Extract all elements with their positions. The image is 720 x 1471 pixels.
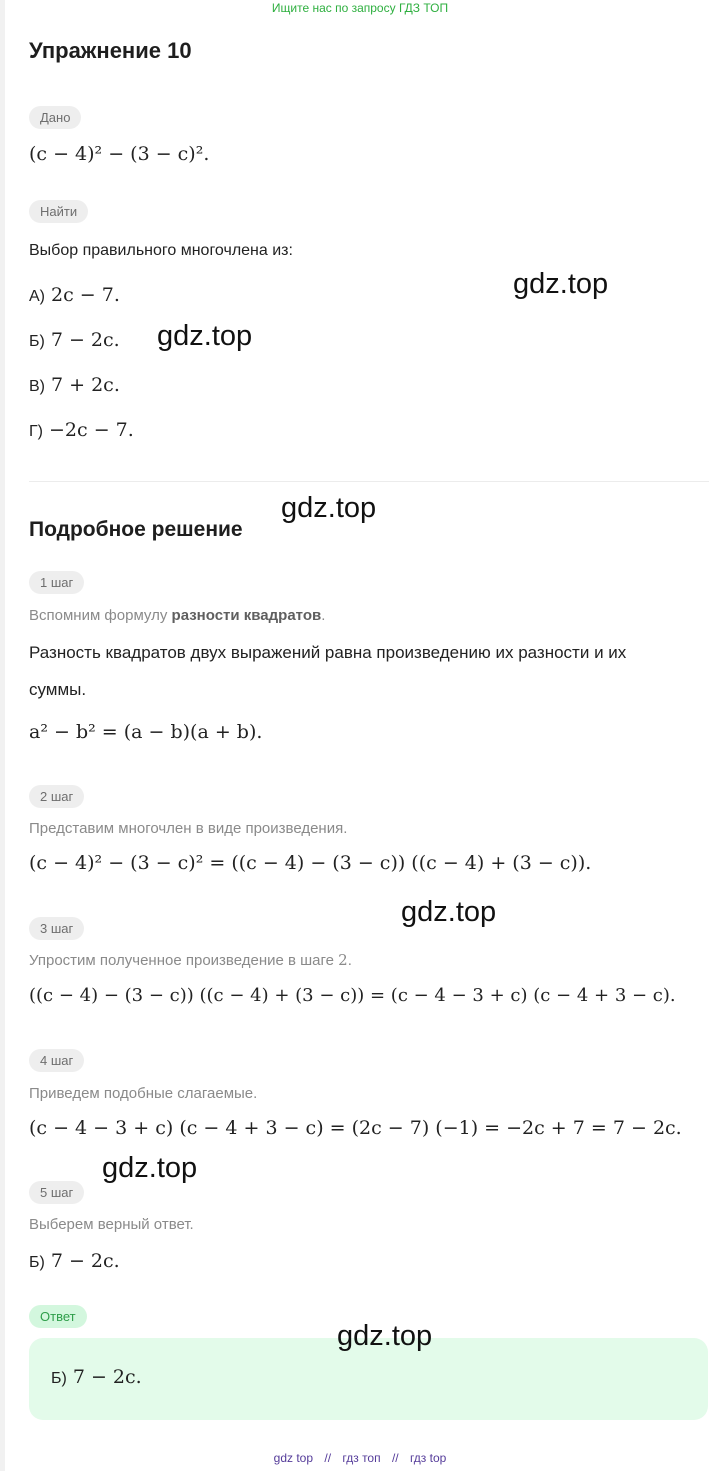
find-tag: Найти: [29, 200, 88, 223]
watermark: gdz.top: [281, 492, 377, 524]
option-c-label: В): [29, 378, 45, 395]
step-4-formula: (c − 4 − 3 + c) (c − 4 + 3 − c) = (2c − 7) (−1) = −2c + 7 = 7 − 2c.: [29, 1117, 682, 1139]
option-b-label: Б): [29, 333, 45, 350]
option-c-expr: 7 + 2c.: [51, 374, 120, 396]
given-expression: [29, 143, 209, 165]
watermark: gdz.top: [513, 268, 609, 300]
footer-separator: //: [391, 1451, 399, 1465]
option-b: [29, 329, 120, 351]
step-3-note-suffix: .: [347, 952, 352, 969]
step-3-formula: ((c − 4) − (3 − c)) ((c − 4) + (3 − c)) = (c − 4 − 3 + c) (c − 4 + 3 − c).: [29, 985, 676, 1006]
section-divider: [29, 481, 709, 482]
step-3-note-prefix: Упростим полученное произведение в шаге: [29, 952, 339, 969]
footer-link-gdz-top-mixed[interactable]: гдз top: [409, 1451, 447, 1465]
step-1-note-bold: разности квадратов: [171, 607, 322, 624]
answer-tag: Ответ: [29, 1305, 87, 1328]
footer-links: [0, 1451, 720, 1465]
option-a: [29, 284, 120, 306]
step-2-note: Представим многочлен в виде произведения.: [29, 820, 348, 837]
top-banner: Ищите нас по запросу ГДЗ ТОП: [271, 1, 449, 15]
step-5-note: Выберем верный ответ.: [29, 1216, 194, 1233]
option-d-label: Г): [29, 423, 43, 440]
solution-title: Подробное решение: [29, 518, 243, 541]
step-5-answer: [29, 1250, 120, 1272]
step-1-note: [29, 607, 325, 624]
step-2-formula: (c − 4)² − (3 − c)² = ((c − 4) − (3 − c)) ((c − 4) + (3 − c)).: [29, 852, 592, 874]
answer-label: Б): [51, 1370, 67, 1387]
watermark: gdz.top: [102, 1152, 198, 1184]
step-1-text-line1: Разность квадратов двух выражений равна произведению их разности и их: [29, 643, 627, 662]
given-tag: Дано: [29, 106, 81, 129]
page-title: Упражнение 10: [29, 38, 192, 63]
step-1-note-prefix: Вспомним формулу: [29, 607, 172, 624]
answer-expr: 7 − 2c.: [72, 1366, 142, 1388]
given-expression-text: (c − 4)² − (3 − c)².: [29, 143, 210, 165]
step-3-tag: 3 шаг: [29, 917, 84, 940]
step-3-note-number: 2: [338, 951, 348, 969]
step-3-note: [29, 951, 352, 969]
watermark: gdz.top: [157, 320, 253, 352]
left-edge-bar: [0, 0, 5, 1471]
step-2-tag: 2 шаг: [29, 785, 84, 808]
step-4-note: Приведем подобные слагаемые.: [29, 1085, 258, 1102]
footer-separator: //: [324, 1451, 332, 1465]
option-a-expr: 2c − 7.: [51, 284, 120, 306]
option-c: [29, 374, 120, 396]
step-4-tag: 4 шаг: [29, 1049, 84, 1072]
step-1-text-line2: суммы.: [29, 680, 87, 699]
footer-link-gdz-top[interactable]: gdz top: [273, 1451, 314, 1465]
watermark: gdz.top: [401, 896, 497, 928]
step-1-tag: 1 шаг: [29, 571, 84, 594]
step-5-tag: 5 шаг: [29, 1181, 84, 1204]
option-d: [29, 419, 134, 441]
option-d-expr: −2c − 7.: [49, 419, 134, 441]
watermark: gdz.top: [337, 1320, 433, 1352]
footer-link-gdz-top-ru[interactable]: гдз топ: [342, 1451, 381, 1465]
find-prompt: Выбор правильного многочлена из:: [29, 242, 293, 259]
step-5-answer-expr: 7 − 2c.: [50, 1250, 120, 1272]
step-5-answer-label: Б): [29, 1254, 45, 1271]
step-1-note-suffix: .: [321, 607, 326, 624]
option-b-expr: 7 − 2c.: [50, 329, 120, 351]
option-a-label: А): [29, 288, 45, 305]
step-1-formula: a² − b² = (a − b)(a + b).: [29, 721, 263, 743]
answer-content: [51, 1366, 142, 1388]
